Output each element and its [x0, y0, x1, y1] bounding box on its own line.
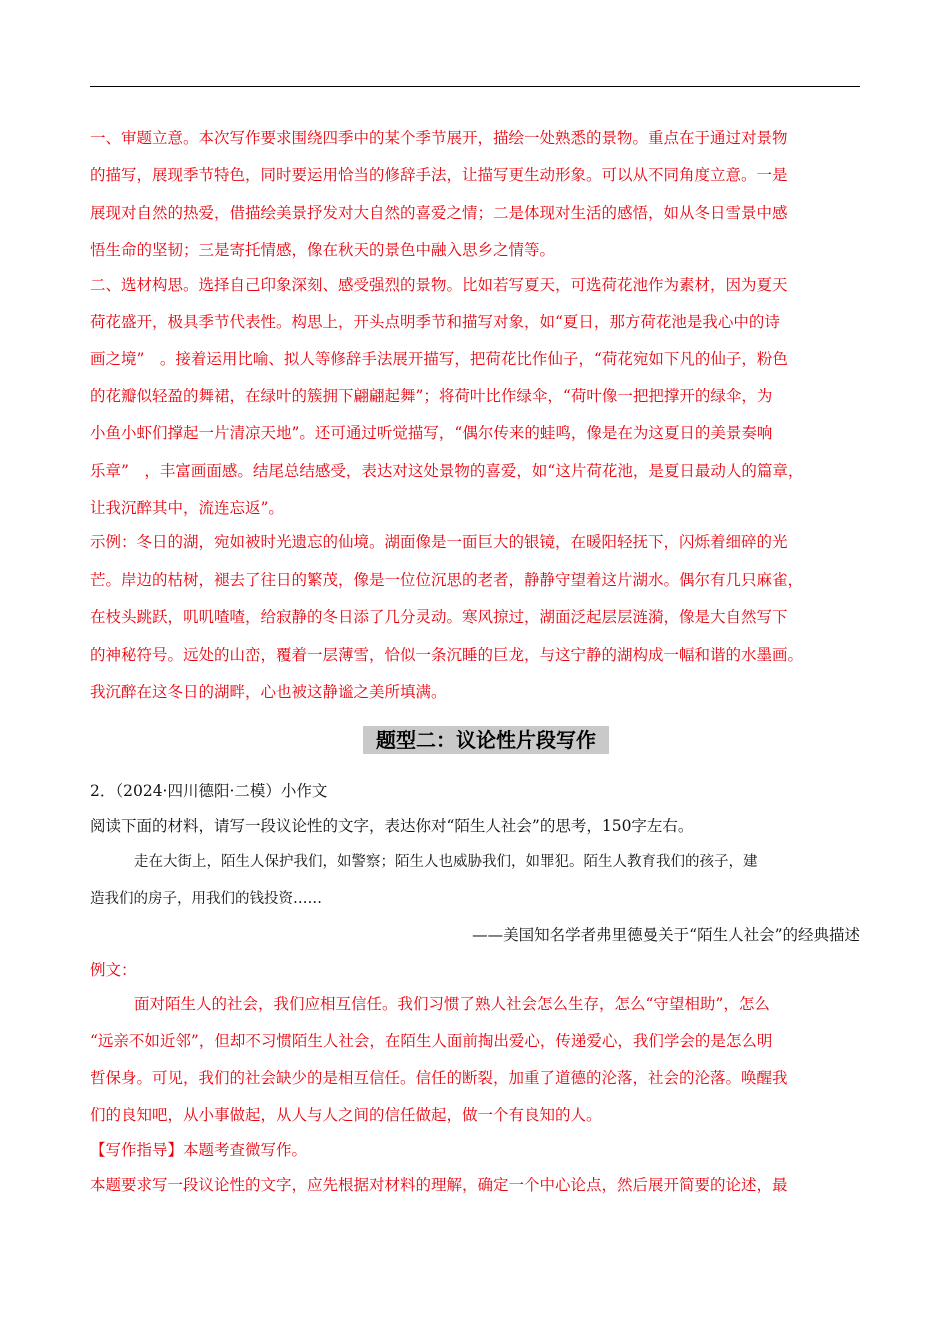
- text-line: 芒。岸边的枯树，褪去了往日的繁茂，像是一位位沉思的老者，静静守望着这片湖水。偶尔有几只麻雀，: [90, 571, 804, 589]
- question-prompt: 阅读下面的材料，请写一段议论性的文字，表达你对“陌生人社会”的思考，150字左右。: [90, 817, 694, 835]
- text-line: 的神秘符号。远处的山峦，覆着一层薄雪，恰似一条沉睡的巨龙，与这宁静的湖构成一幅和谐的水墨画。: [90, 646, 804, 664]
- text-line: 乐章” ，丰富画面感。结尾总结感受，表达对这处景物的喜爱，如“这片荷花池，是夏日最动人的篇章，: [90, 462, 804, 480]
- text-line: 在枝头跳跃，叽叽喳喳，给寂静的冬日添了几分灵动。寒风掠过，湖面泛起层层涟漪，像是大自然写下: [90, 608, 788, 626]
- material-quote-line: 走在大街上，陌生人保护我们，如警察；陌生人也威胁我们，如罪犯。陌生人教育我们的孩子，建: [134, 854, 758, 870]
- text-line: 画之境” 。接着运用比喻、拟人等修辞手法展开描写，把荷花比作仙子，“荷花宛如下凡的仙子，粉色: [90, 350, 788, 368]
- example-line: “远亲不如近邻”，但却不习惯陌生人社会，在陌生人面前掏出爱心，传递爱心，我们学会的是怎么明: [90, 1032, 773, 1050]
- text-line: 一、审题立意。本次写作要求围绕四季中的某个季节展开，描绘一处熟悉的景物。重点在于通过对景物: [90, 129, 788, 147]
- example-line: 面对陌生人的社会，我们应相互信任。我们习惯了熟人社会怎么生存，怎么“守望相助”，怎么: [134, 995, 770, 1013]
- header-rule: [90, 86, 860, 87]
- material-quote-line: 造我们的房子，用我们的钱投资……: [90, 891, 322, 907]
- text-line: 我沉醉在这冬日的湖畔，心也被这静谧之美所填满。: [90, 683, 447, 701]
- example-line: 哲保身。可见，我们的社会缺少的是相互信任。信任的断裂，加重了道德的沦落，社会的沦落。唤醒我: [90, 1069, 788, 1087]
- example-line: 们的良知吧，从小事做起，从人与人之间的信任做起，做一个有良知的人。: [90, 1106, 602, 1124]
- question-title: 2．（2024·四川德阳·二模）小作文: [90, 782, 328, 800]
- section-heading: 题型二：议论性片段写作: [363, 726, 609, 754]
- writing-guide: 【写作指导】本题考查微写作。: [90, 1141, 308, 1159]
- text-line: 荷花盛开，极具季节代表性。构思上，开头点明季节和描写对象，如“夏日，那方荷花池是我心中的诗: [90, 313, 780, 331]
- text-line: 小鱼小虾们撑起一片清凉天地”。还可通过听觉描写，“偶尔传来的蛙鸣，像是在为这夏日的美景奏响: [90, 424, 773, 442]
- text-line: 示例：冬日的湖，宛如被时光遗忘的仙境。湖面像是一面巨大的银镜，在暖阳轻抚下，闪烁着细碎的光: [90, 533, 788, 551]
- text-line: 展现对自然的热爱，借描绘美景抒发对大自然的喜爱之情；二是体现对生活的感悟，如从冬日雪景中感: [90, 204, 788, 222]
- text-line: 的描写，展现季节特色，同时要运用恰当的修辞手法，让描写更生动形象。可以从不同角度立意。一是: [90, 166, 788, 184]
- text-line: 二、选材构思。选择自己印象深刻、感受强烈的景物。比如若写夏天，可选荷花池作为素材，因为夏天: [90, 276, 788, 294]
- example-label: 例文：: [90, 961, 137, 979]
- quote-attribution: ——美国知名学者弗里德曼关于“陌生人社会”的经典描述: [472, 926, 860, 944]
- guide-text-line: 本题要求写一段议论性的文字，应先根据对材料的理解，确定一个中心论点，然后展开简要的论述，最: [90, 1176, 788, 1194]
- text-line: 悟生命的坚韧；三是寄托情感，像在秋天的景色中融入思乡之情等。: [90, 241, 556, 259]
- text-line: 的花瓣似轻盈的舞裙，在绿叶的簇拥下翩翩起舞”；将荷叶比作绿伞，“荷叶像一把把撑开的绿伞，为: [90, 387, 773, 405]
- text-line: 让我沉醉其中，流连忘返”。: [90, 499, 284, 517]
